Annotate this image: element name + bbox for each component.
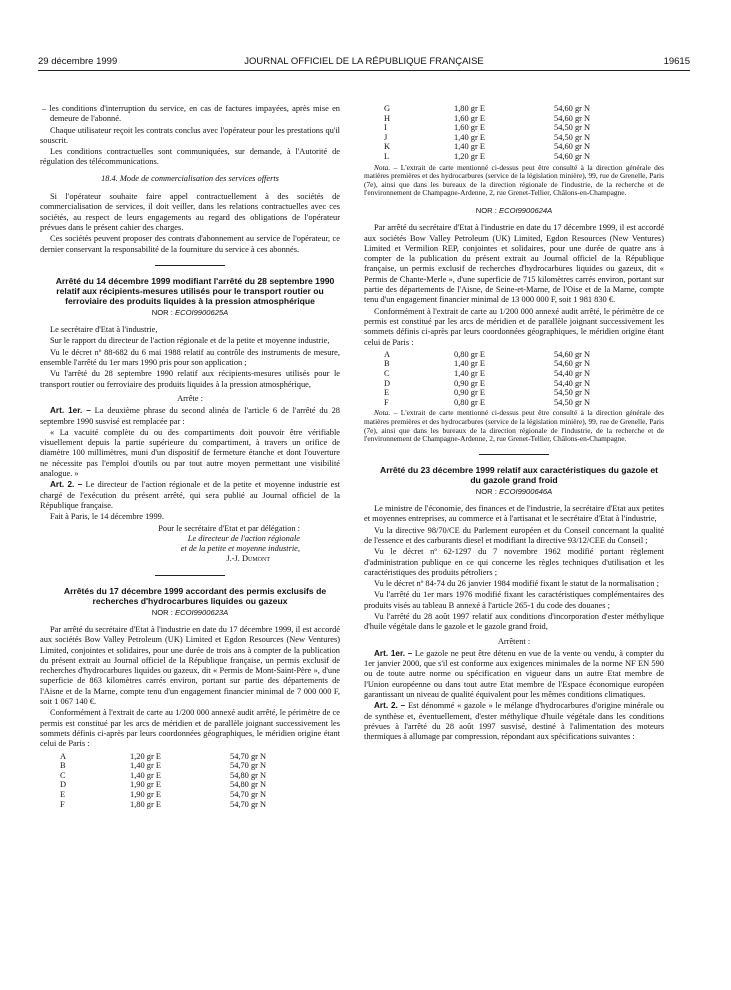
point-label: L xyxy=(384,151,390,161)
point-label: I xyxy=(384,123,387,133)
latitude: 54,70 gr N xyxy=(230,751,267,761)
arrete-heading: Arrête : xyxy=(177,393,203,403)
article-1-paragraph xyxy=(364,649,664,700)
coordinate-row xyxy=(384,114,634,124)
nor-code: ECOI9900625A xyxy=(175,307,229,317)
coordinate-row xyxy=(384,104,634,114)
nor-reference xyxy=(40,308,340,318)
latitude: 54,60 gr N xyxy=(554,113,591,123)
longitude: 1,40 gr E xyxy=(130,770,161,780)
coordinate-row xyxy=(60,790,310,800)
article-paragraph: Vu la directive 98/70/CE du Parlement européen et du Conseil concernant la qualité de l'essence et des carburants diesel et modifiant la directive 93/12/CEE du Conseil ; xyxy=(364,525,664,545)
article-1-text: La deuxième phrase du second alinéa de l'article 6 de l'arrêté du 28 septembre 1990 susvisé est remplacée par : xyxy=(40,406,340,426)
signature-line: et de la petite et moyenne industrie, xyxy=(180,544,300,554)
article-paragraph: Conformément à l'extrait de carte au 1/200 000 annexé audit arrêté, le périmètre de ce permis est constitué par les arcs de méridien et de parallèle joignant successivement les sommets définis ci-après par leurs coordonnées géographiques, le méridien origine étant celui de Paris : xyxy=(364,306,664,347)
coordinate-row xyxy=(384,369,634,379)
article-quote: « La vacuité complète du ou des compartiments doit pouvoir être vérifiable visuellement depuis la partie supérieure du compartiment, à travers un orifice de diamètre 100 millimètres, muni d'un dispositif de fermeture étanche et dont l'ouverture ne nécessite pas l'emploi d'outils ou par tout autre moyen permettant une visibilité analogue. » xyxy=(40,427,340,479)
article-1-paragraph xyxy=(40,406,340,427)
latitude: 54,50 gr N xyxy=(554,123,591,133)
latitude: 54,50 gr N xyxy=(554,132,591,142)
article-paragraph: Par arrêté du secrétaire d'Etat à l'industrie en date du 17 décembre 1999, il est accordé aux sociétés Bow Valley Petroleum (UK) Limited, Egdon Resources (New Ventures) Limited et Vermilion REP, conjointes et solidaires, pour une durée de quatre ans à compter de la publication du présent extrait au Journal officiel de la République française, un permis exclusif de recherches d'hydrocarbures liquides ou gazeux, dit « Permis de Chante-Merle », d'une superficie de 715 kilomètres carrés environ, portant sur partie des départements de l'Aisne, de Seine-et-Marne, de l'Oise et de la Marne, compte tenu d'un engagement financier minimal de 13 000 000 F, soit 1 981 830 €. xyxy=(364,223,664,305)
latitude: 54,60 gr N xyxy=(554,104,591,113)
intro-paragraph: Les conditions contractuelles sont communiquées, sur demande, à l'Autorité de régulation des télécommunications. xyxy=(40,147,340,167)
longitude: 0,80 gr E xyxy=(454,397,485,407)
longitude: 1,40 gr E xyxy=(454,368,485,378)
note-label: Nota. xyxy=(374,162,391,172)
longitude: 1,80 gr E xyxy=(454,104,485,113)
article-2-paragraph xyxy=(40,480,340,511)
nor-label: NOR : xyxy=(151,607,173,617)
latitude: 54,80 gr N xyxy=(230,780,267,790)
longitude: 1,20 gr E xyxy=(454,151,485,161)
latitude: 54,60 gr N xyxy=(554,151,591,161)
article-paragraph: Le ministre de l'économie, des finances et de l'industrie, la secrétaire d'Etat aux petites et moyennes entreprises, au commerce et à l'artisanat et le secrétaire d'Etat à l'industrie, xyxy=(364,504,664,524)
section-paragraph: Ces sociétés peuvent proposer des contrats d'abonnement au service de l'opérateur, ce dernier conservant la responsabilité de la fourniture du service à ces abonnés. xyxy=(40,234,340,254)
article-paragraph: Vu l'arrêté du 28 août 1997 relatif aux conditions d'incorporation d'ester méthylique d'huile végétale dans le gazole et le gazole grand froid, xyxy=(364,612,664,632)
longitude: 1,60 gr E xyxy=(454,113,485,123)
nor-reference xyxy=(364,206,664,216)
coordinate-row xyxy=(384,133,634,143)
coordinate-row xyxy=(60,800,310,810)
nor-code: ECOI9900646A xyxy=(499,486,553,496)
latitude: 54,50 gr N xyxy=(554,388,591,398)
nor-label: NOR : xyxy=(475,486,497,496)
page-header xyxy=(38,56,690,71)
header-date: 29 décembre 1999 xyxy=(38,56,118,67)
point-label: A xyxy=(60,751,67,761)
point-label: K xyxy=(384,142,391,152)
coordinate-row xyxy=(384,350,634,360)
nor-reference xyxy=(40,608,340,618)
coordinate-row xyxy=(384,379,634,389)
latitude: 54,60 gr N xyxy=(554,349,591,359)
point-label: F xyxy=(384,397,389,407)
latitude: 54,50 gr N xyxy=(554,397,591,407)
article-paragraph: Vu l'arrêté du 1er mars 1976 modifié fixant les caractéristiques complémentaires des produits visés au tableau B annexé à l'article 265-1 du code des douanes ; xyxy=(364,590,664,610)
coordinate-row xyxy=(384,123,634,133)
longitude: 0,80 gr E xyxy=(454,349,485,359)
longitude: 1,90 gr E xyxy=(130,789,161,799)
longitude: 1,60 gr E xyxy=(454,123,485,133)
coordinate-row xyxy=(60,780,310,790)
article-2-label: Art. 2. – xyxy=(374,701,406,711)
intro-paragraph: Chaque utilisateur reçoit les contrats conclus avec l'opérateur pour les prestations qu'il souscrit. xyxy=(40,125,340,145)
article-paragraph: Sur le rapport du directeur de l'action régionale et de la petite et moyenne industrie, xyxy=(50,336,330,346)
map-note xyxy=(364,409,664,443)
article-title: Arrêté du 14 décembre 1999 modifiant l'arrêté du 28 septembre 1990 relatif aux récipients-mesures utilisés pour le transport routier ou ferroviaire des produits liquides à la pression atmosphérique xyxy=(55,275,335,306)
longitude: 1,80 gr E xyxy=(130,799,161,809)
coordinates-table xyxy=(384,104,634,162)
article-paragraph: Vu le décret nº 62-1297 du 7 novembre 1962 modifié portant règlement d'administration publique en ce qui concerne les règles techniques d'utilisation et les caractéristiques des produits pétroliers ; xyxy=(364,547,664,577)
coordinate-row xyxy=(384,359,634,369)
separator-rule xyxy=(155,575,225,576)
latitude: 54,40 gr N xyxy=(554,378,591,388)
point-label: H xyxy=(384,113,391,123)
longitude: 1,90 gr E xyxy=(130,780,161,790)
latitude: 54,70 gr N xyxy=(230,761,267,771)
point-label: E xyxy=(384,388,390,398)
signature-line: Pour le secrétaire d'Etat et par délégation : xyxy=(158,523,300,533)
header-page-number: 19615 xyxy=(663,56,690,67)
article-paragraph: Conformément à l'extrait de carte au 1/200 000 annexé audit arrêté, le périmètre de ce permis est constitué par les arcs de méridien et de parallèle joignant successivement les sommets définis ci-après par leurs coordonnées géographiques, le méridien origine étant celui de Paris : xyxy=(40,708,340,749)
coordinate-row xyxy=(60,761,310,771)
nor-reference xyxy=(364,487,664,497)
longitude: 0,90 gr E xyxy=(454,378,485,388)
signatory-name: J.-J. Dumont xyxy=(226,554,270,564)
coordinate-row xyxy=(384,388,634,398)
separator-rule xyxy=(155,265,225,266)
nor-code: ECOI9900624A xyxy=(499,205,553,215)
right-column xyxy=(364,102,664,744)
point-label: F xyxy=(60,799,65,809)
article-2-label: Art. 2. – xyxy=(50,480,83,490)
article-paragraph: Vu l'arrêté du 28 septembre 1990 relatif aux récipients-mesures utilisés pour le transport routier ou ferroviaire des produits liquides à la pression atmosphérique, xyxy=(40,369,340,389)
done-at: Fait à Paris, le 14 décembre 1999. xyxy=(50,512,164,522)
article-title: Arrêtés du 17 décembre 1999 accordant des permis exclusifs de recherches d'hydrocarbures liquides ou gazeux xyxy=(63,585,327,606)
longitude: 1,40 gr E xyxy=(130,761,161,771)
map-note xyxy=(364,164,664,198)
longitude: 0,90 gr E xyxy=(454,388,485,398)
point-label: A xyxy=(384,349,391,359)
article-1-label: Art. 1er. – xyxy=(374,648,413,658)
note-text: – L'extrait de carte mentionné ci-dessus peut être consulté à la direction générale des matières premières et des hydrocarbures (service de la législation minière), 99, rue de Grenelle, Paris (7e), ainsi que dans les bureaux de la direction régionale de l'industrie, de la recherche et de l'environnement de Champagne-Ardenne, 2, rue Grenet-Tellier, Châlons-en-Champagne. xyxy=(364,408,664,444)
latitude: 54,80 gr N xyxy=(230,770,267,780)
point-label: J xyxy=(384,132,388,142)
note-text: – L'extrait de carte mentionné ci-dessus peut être consulté à la direction générale des matières premières et des hydrocarbures (service de la législation minière), 99, rue de Grenelle, Paris (7e), ainsi que dans les bureaux de la direction régionale de l'industrie, de la recherche et de l'environnement de Champagne-Ardenne, 2, rue Grenet-Tellier, Châlons-en-Champagne. xyxy=(364,162,664,198)
article-paragraph: Par arrêté du secrétaire d'Etat à l'industrie en date du 17 décembre 1999, il est accordé aux sociétés Bow Valley Petroleum (UK) Limited et Egdon Resources (New Ventures) Limited, conjointes et solidaires, pour une durée de trois ans à compter de la publication du présent extrait au Journal officiel de la République française, un permis exclusif de recherches d'hydrocarbures liquides ou gazeux, dit « Permis de Mont-Saint-Père », d'une superficie de 863 kilomètres carrés environ, portant sur partie des départements de l'Aisne et de la Marne, compte tenu d'un engagement financier minimal de 7 000 000 F, soit 1 067 140 €. xyxy=(40,624,340,707)
longitude: 1,40 gr E xyxy=(454,142,485,152)
coordinate-row xyxy=(384,398,634,408)
intro-item: – les conditions d'interruption du service, en cas de factures impayées, après mise en demeure de l'abonné. xyxy=(42,104,340,124)
section-heading: 18.4. Mode de commercialisation des services offerts xyxy=(101,173,279,183)
article-paragraph: Vu le décret nº 88-682 du 6 mai 1988 relatif au contrôle des instruments de mesure, ensemble l'arrêté du 1er mars 1990 pris pour son application ; xyxy=(40,347,340,368)
point-label: B xyxy=(60,761,66,771)
coordinates-table xyxy=(384,350,634,408)
article-paragraph: Vu le décret nº 84-74 du 26 janvier 1984 modifié fixant le statut de la normalisation ; xyxy=(374,579,659,589)
nor-label: NOR : xyxy=(151,307,173,317)
separator-rule xyxy=(479,454,549,455)
point-label: B xyxy=(384,359,390,369)
point-label: D xyxy=(384,378,391,388)
point-label: D xyxy=(60,780,67,790)
latitude: 54,70 gr N xyxy=(230,799,267,809)
signature-line: Le directeur de l'action régionale xyxy=(187,533,300,543)
coordinate-row xyxy=(60,771,310,781)
arretent-heading: Arrêtent : xyxy=(497,636,531,646)
coordinate-row xyxy=(384,152,634,162)
article-2-paragraph xyxy=(364,701,664,742)
article-title: Arrêté du 23 décembre 1999 relatif aux caractéristiques du gazole et du gazole grand froid xyxy=(380,464,658,485)
point-label: E xyxy=(60,789,66,799)
latitude: 54,40 gr N xyxy=(554,368,591,378)
point-label: C xyxy=(384,368,390,378)
point-label: C xyxy=(60,770,66,780)
latitude: 54,60 gr N xyxy=(554,359,591,369)
latitude: 54,70 gr N xyxy=(230,789,267,799)
article-2-text: Le directeur de l'action régionale et de la petite et moyenne industrie est chargé de l'exécution du présent arrêté, qui sera publié au Journal officiel de la République française. xyxy=(40,480,340,510)
longitude: 1,20 gr E xyxy=(130,751,161,761)
point-label: G xyxy=(384,104,391,113)
note-label: Nota. xyxy=(374,408,391,418)
longitude: 1,40 gr E xyxy=(454,359,485,369)
header-journal-title: JOURNAL OFFICIEL DE LA RÉPUBLIQUE FRANÇAISE xyxy=(244,56,484,67)
coordinate-row xyxy=(60,752,310,762)
section-paragraph: Si l'opérateur souhaite faire appel contractuellement à des sociétés de commercialisation de services, il doit veiller, dans les relations contractuelles avec ces sociétés, au respect de leurs engagements au regard des obligations de l'opérateur prévues dans le présent cahier des charges. xyxy=(40,192,340,232)
latitude: 54,60 gr N xyxy=(554,142,591,152)
article-2-text: Est dénommé « gazole » le mélange d'hydrocarbures d'origine minérale ou de synthèse et, éventuellement, d'ester méthylique d'huile végétale dans les conditions prévues à l'arrêté du 28 août 1997 susvisé, destiné à l'alimentation des moteurs thermiques à allumage par compression, répondant aux spécifications suivantes : xyxy=(364,701,664,742)
article-1-label: Art. 1er. – xyxy=(50,406,91,416)
article-paragraph: Le secrétaire d'Etat à l'industrie, xyxy=(50,325,158,335)
longitude: 1,40 gr E xyxy=(454,132,485,142)
article-1-text: Le gazole ne peut être détenu en vue de la vente ou vendu, à compter du 1er janvier 2000, que s'il est conforme aux exigences minimales de la norme NF EN 590 ou de toute autre norme ou spécification en vigueur dans un autre Etat membre de l'Union européenne ou dans tout autre Etat membre de l'Espace économique européen garantissant un niveau de qualité équivalent pour les mêmes conditions climatiques. xyxy=(364,648,664,700)
left-column xyxy=(40,104,340,811)
coordinate-row xyxy=(384,142,634,152)
coordinates-table xyxy=(60,752,310,810)
nor-code: ECOI9900623A xyxy=(175,607,229,617)
nor-label: NOR : xyxy=(475,205,497,215)
